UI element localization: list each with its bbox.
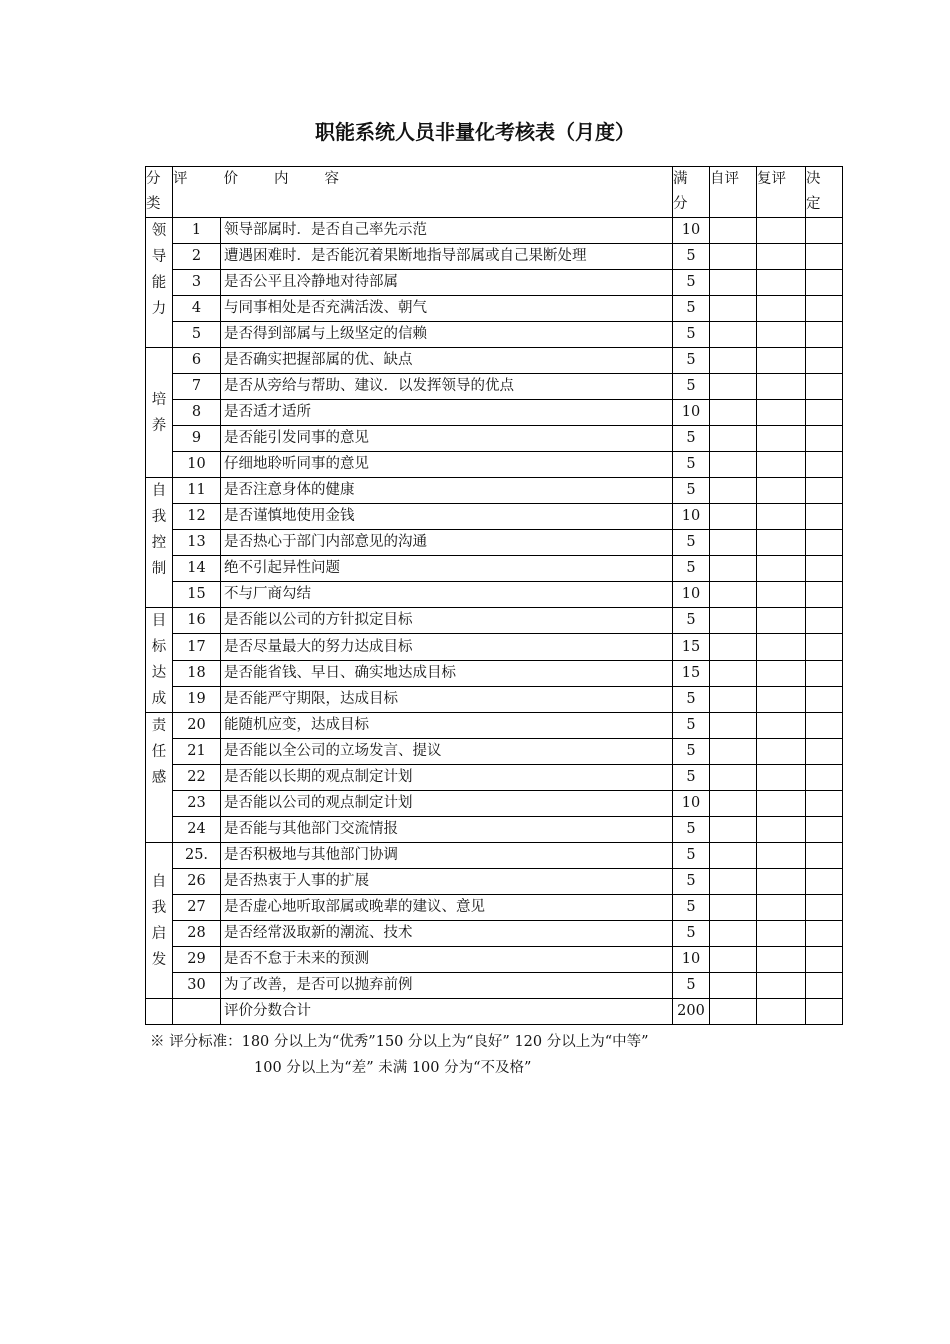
item-text: 是否能严守期限，达成目标 xyxy=(221,686,673,712)
decision-cell[interactable] xyxy=(806,713,843,739)
self-eval-cell[interactable] xyxy=(710,765,757,791)
review-cell[interactable] xyxy=(757,270,806,296)
review-cell[interactable] xyxy=(757,296,806,322)
item-number: 19 xyxy=(173,686,221,712)
item-number: 12 xyxy=(173,504,221,530)
item-number: 20 xyxy=(173,713,221,739)
item-number: 10 xyxy=(173,452,221,478)
full-score: 5 xyxy=(673,713,710,739)
table-row xyxy=(146,582,843,608)
category-cell: 自 我 启 发 xyxy=(146,843,173,999)
full-score: 5 xyxy=(673,556,710,582)
full-score: 5 xyxy=(673,244,710,270)
full-score: 5 xyxy=(673,817,710,843)
item-number: 27 xyxy=(173,895,221,921)
self-eval-cell[interactable] xyxy=(710,817,757,843)
review-total[interactable] xyxy=(757,999,806,1025)
category-cell: 责 任 感 xyxy=(146,713,173,843)
full-score: 5 xyxy=(673,322,710,348)
full-score: 5 xyxy=(673,374,710,400)
table-row xyxy=(146,452,843,478)
review-cell[interactable] xyxy=(757,400,806,426)
table-row xyxy=(146,400,843,426)
decision-cell[interactable] xyxy=(806,270,843,296)
review-cell[interactable] xyxy=(757,686,806,712)
item-number: 17 xyxy=(173,634,221,660)
table-row xyxy=(146,426,843,452)
self-eval-cell[interactable] xyxy=(710,296,757,322)
full-score: 5 xyxy=(673,426,710,452)
evaluation-table xyxy=(145,166,843,1025)
full-score: 5 xyxy=(673,895,710,921)
full-score: 10 xyxy=(673,582,710,608)
self-eval-cell[interactable] xyxy=(710,400,757,426)
decision-cell[interactable] xyxy=(806,244,843,270)
self-eval-cell[interactable] xyxy=(710,843,757,869)
total-row xyxy=(146,999,843,1025)
review-cell[interactable] xyxy=(757,739,806,765)
item-text: 是否能以公司的观点制定计划 xyxy=(221,791,673,817)
review-cell[interactable] xyxy=(757,660,806,686)
self-eval-cell[interactable] xyxy=(710,530,757,556)
full-score: 5 xyxy=(673,608,710,634)
header-self-eval: 自评 xyxy=(710,167,757,218)
item-text: 能随机应变，达成目标 xyxy=(221,713,673,739)
self-eval-cell[interactable] xyxy=(710,739,757,765)
table-row xyxy=(146,322,843,348)
table-row xyxy=(146,634,843,660)
item-text: 是否积极地与其他部门协调 xyxy=(221,843,673,869)
item-text: 是否能省钱、早日、确实地达成目标 xyxy=(221,660,673,686)
item-text: 仔细地聆听同事的意见 xyxy=(221,452,673,478)
decision-cell[interactable] xyxy=(806,921,843,947)
review-cell[interactable] xyxy=(757,947,806,973)
decision-cell[interactable] xyxy=(806,296,843,322)
table-row xyxy=(146,270,843,296)
item-number: 22 xyxy=(173,765,221,791)
item-text: 为了改善，是否可以抛弃前例 xyxy=(221,973,673,999)
item-number: 23 xyxy=(173,791,221,817)
category-cell: 自 我 控 制 xyxy=(146,478,173,608)
review-cell[interactable] xyxy=(757,869,806,895)
item-number: 6 xyxy=(173,348,221,374)
item-text: 是否热衷于人事的扩展 xyxy=(221,869,673,895)
table-row xyxy=(146,765,843,791)
review-cell[interactable] xyxy=(757,713,806,739)
self-eval-cell[interactable] xyxy=(710,452,757,478)
full-score: 5 xyxy=(673,765,710,791)
note-line-1: ※ 评分标准：180 分以上为“优秀”150 分以上为“良好” 120 分以上为“中等” xyxy=(150,1034,649,1050)
category-cell: 目 标 达 成 xyxy=(146,608,173,713)
header-content: 评 价 内 容 xyxy=(173,167,673,218)
self-eval-cell[interactable] xyxy=(710,270,757,296)
table-row xyxy=(146,478,843,504)
item-text: 是否能引发同事的意见 xyxy=(221,426,673,452)
item-number: 25. xyxy=(173,843,221,869)
item-text: 是否能以全公司的立场发言、提议 xyxy=(221,739,673,765)
review-cell[interactable] xyxy=(757,426,806,452)
full-score: 10 xyxy=(673,504,710,530)
decision-cell[interactable] xyxy=(806,556,843,582)
table-row xyxy=(146,791,843,817)
decision-cell[interactable] xyxy=(806,765,843,791)
self-eval-cell[interactable] xyxy=(710,374,757,400)
review-cell[interactable] xyxy=(757,504,806,530)
table-row xyxy=(146,686,843,712)
decision-cell[interactable] xyxy=(806,739,843,765)
item-text: 是否注意身体的健康 xyxy=(221,478,673,504)
self-eval-cell[interactable] xyxy=(710,686,757,712)
item-number: 5 xyxy=(173,322,221,348)
table-row xyxy=(146,556,843,582)
item-text: 是否能以长期的观点制定计划 xyxy=(221,765,673,791)
item-number: 21 xyxy=(173,739,221,765)
self-eval-cell[interactable] xyxy=(710,973,757,999)
table-row xyxy=(146,713,843,739)
table-row xyxy=(146,608,843,634)
table-row xyxy=(146,973,843,999)
table-row xyxy=(146,348,843,374)
table-row xyxy=(146,218,843,244)
category-cell: 培 养 xyxy=(146,348,173,478)
self-eval-cell[interactable] xyxy=(710,869,757,895)
decision-cell[interactable] xyxy=(806,530,843,556)
item-text: 是否热心于部门内部意见的沟通 xyxy=(221,530,673,556)
decision-cell[interactable] xyxy=(806,452,843,478)
review-cell[interactable] xyxy=(757,973,806,999)
full-score: 5 xyxy=(673,452,710,478)
self-eval-cell[interactable] xyxy=(710,322,757,348)
item-text: 领导部属时．是否自己率先示范 xyxy=(221,218,673,244)
full-score: 5 xyxy=(673,869,710,895)
review-cell[interactable] xyxy=(757,478,806,504)
item-text: 遭遇困难时．是否能沉着果断地指导部属或自己果断处理 xyxy=(221,244,673,270)
self-eval-cell[interactable] xyxy=(710,244,757,270)
decision-cell[interactable] xyxy=(806,869,843,895)
review-cell[interactable] xyxy=(757,322,806,348)
header-review: 复评 xyxy=(757,167,806,218)
table-row xyxy=(146,374,843,400)
review-cell[interactable] xyxy=(757,608,806,634)
table-row xyxy=(146,244,843,270)
decision-cell[interactable] xyxy=(806,791,843,817)
self-eval-cell[interactable] xyxy=(710,947,757,973)
item-text: 是否能与其他部门交流情报 xyxy=(221,817,673,843)
full-score: 5 xyxy=(673,530,710,556)
header-row xyxy=(146,167,843,218)
full-score: 10 xyxy=(673,400,710,426)
self-eval-cell[interactable] xyxy=(710,556,757,582)
self-eval-cell[interactable] xyxy=(710,634,757,660)
decision-cell[interactable] xyxy=(806,218,843,244)
review-cell[interactable] xyxy=(757,244,806,270)
item-number: 3 xyxy=(173,270,221,296)
self-eval-cell[interactable] xyxy=(710,582,757,608)
item-number: 15 xyxy=(173,582,221,608)
review-cell[interactable] xyxy=(757,348,806,374)
table-row xyxy=(146,530,843,556)
full-score: 5 xyxy=(673,921,710,947)
self-eval-cell[interactable] xyxy=(710,660,757,686)
self-eval-cell[interactable] xyxy=(710,895,757,921)
header-full-score: 满 分 xyxy=(673,167,710,218)
decision-cell[interactable] xyxy=(806,817,843,843)
review-cell[interactable] xyxy=(757,634,806,660)
full-score: 5 xyxy=(673,270,710,296)
full-score: 15 xyxy=(673,660,710,686)
decision-cell[interactable] xyxy=(806,947,843,973)
decision-cell[interactable] xyxy=(806,504,843,530)
total-label: 评价分数合计 xyxy=(221,999,673,1025)
full-score: 10 xyxy=(673,791,710,817)
item-number: 4 xyxy=(173,296,221,322)
review-cell[interactable] xyxy=(757,895,806,921)
header-decision: 决 定 xyxy=(806,167,843,218)
item-text: 是否公平且冷静地对待部属 xyxy=(221,270,673,296)
decision-cell[interactable] xyxy=(806,634,843,660)
item-number: 14 xyxy=(173,556,221,582)
decision-cell[interactable] xyxy=(806,973,843,999)
table-row xyxy=(146,843,843,869)
item-text: 不与厂商勾结 xyxy=(221,582,673,608)
decision-cell[interactable] xyxy=(806,374,843,400)
review-cell[interactable] xyxy=(757,582,806,608)
item-number: 8 xyxy=(173,400,221,426)
decision-cell[interactable] xyxy=(806,843,843,869)
header-category: 分 类 xyxy=(146,167,173,218)
full-score: 5 xyxy=(673,973,710,999)
full-score: 10 xyxy=(673,218,710,244)
table-row xyxy=(146,660,843,686)
review-cell[interactable] xyxy=(757,530,806,556)
item-text: 是否得到部属与上级坚定的信赖 xyxy=(221,322,673,348)
item-text: 是否适才适所 xyxy=(221,400,673,426)
decision-cell[interactable] xyxy=(806,608,843,634)
item-text: 绝不引起异性问题 xyxy=(221,556,673,582)
self-eval-cell[interactable] xyxy=(710,504,757,530)
item-number: 18 xyxy=(173,660,221,686)
review-cell[interactable] xyxy=(757,765,806,791)
category-cell: 领 导 能 力 xyxy=(146,218,173,348)
full-score: 5 xyxy=(673,739,710,765)
item-number: 28 xyxy=(173,921,221,947)
decision-cell[interactable] xyxy=(806,686,843,712)
total-number-cell xyxy=(173,999,221,1025)
decision-cell[interactable] xyxy=(806,348,843,374)
self-eval-cell[interactable] xyxy=(710,921,757,947)
self-eval-total[interactable] xyxy=(710,999,757,1025)
decision-cell[interactable] xyxy=(806,426,843,452)
item-number: 2 xyxy=(173,244,221,270)
item-number: 13 xyxy=(173,530,221,556)
table-row xyxy=(146,921,843,947)
item-number: 24 xyxy=(173,817,221,843)
total-full-score: 200 xyxy=(673,999,710,1025)
item-number: 11 xyxy=(173,478,221,504)
table-row xyxy=(146,296,843,322)
self-eval-cell[interactable] xyxy=(710,348,757,374)
review-cell[interactable] xyxy=(757,843,806,869)
decision-total[interactable] xyxy=(806,999,843,1025)
item-text: 是否从旁给与帮助、建议．以发挥领导的优点 xyxy=(221,374,673,400)
item-number: 9 xyxy=(173,426,221,452)
self-eval-cell[interactable] xyxy=(710,791,757,817)
item-text: 是否尽量最大的努力达成目标 xyxy=(221,634,673,660)
self-eval-cell[interactable] xyxy=(710,608,757,634)
table-row xyxy=(146,895,843,921)
decision-cell[interactable] xyxy=(806,660,843,686)
decision-cell[interactable] xyxy=(806,478,843,504)
decision-cell[interactable] xyxy=(806,582,843,608)
self-eval-cell[interactable] xyxy=(710,426,757,452)
total-category-cell xyxy=(146,999,173,1025)
note-line-2: 100 分以上为“差” 未满 100 分为“不及格” xyxy=(254,1060,532,1076)
full-score: 5 xyxy=(673,348,710,374)
item-text: 是否不怠于未来的预测 xyxy=(221,947,673,973)
item-text: 是否虚心地听取部属或晚辈的建议、意见 xyxy=(221,895,673,921)
review-cell[interactable] xyxy=(757,791,806,817)
table-row xyxy=(146,739,843,765)
table-row xyxy=(146,504,843,530)
review-cell[interactable] xyxy=(757,452,806,478)
review-cell[interactable] xyxy=(757,921,806,947)
full-score: 5 xyxy=(673,296,710,322)
item-number: 30 xyxy=(173,973,221,999)
item-number: 7 xyxy=(173,374,221,400)
item-text: 是否经常汲取新的潮流、技术 xyxy=(221,921,673,947)
item-text: 与同事相处是否充满活泼、朝气 xyxy=(221,296,673,322)
review-cell[interactable] xyxy=(757,374,806,400)
item-text: 是否谨慎地使用金钱 xyxy=(221,504,673,530)
self-eval-cell[interactable] xyxy=(710,478,757,504)
item-text: 是否确实把握部属的优、缺点 xyxy=(221,348,673,374)
review-cell[interactable] xyxy=(757,556,806,582)
page-title: 职能系统人员非量化考核表（月度） xyxy=(315,120,635,144)
decision-cell[interactable] xyxy=(806,895,843,921)
decision-cell[interactable] xyxy=(806,322,843,348)
review-cell[interactable] xyxy=(757,218,806,244)
item-number: 16 xyxy=(173,608,221,634)
full-score: 5 xyxy=(673,686,710,712)
full-score: 5 xyxy=(673,478,710,504)
full-score: 5 xyxy=(673,843,710,869)
item-text: 是否能以公司的方针拟定目标 xyxy=(221,608,673,634)
self-eval-cell[interactable] xyxy=(710,713,757,739)
full-score: 10 xyxy=(673,947,710,973)
table-row xyxy=(146,869,843,895)
item-number: 1 xyxy=(173,218,221,244)
table-row xyxy=(146,947,843,973)
review-cell[interactable] xyxy=(757,817,806,843)
item-number: 29 xyxy=(173,947,221,973)
decision-cell[interactable] xyxy=(806,400,843,426)
self-eval-cell[interactable] xyxy=(710,218,757,244)
item-number: 26 xyxy=(173,869,221,895)
table-row xyxy=(146,817,843,843)
full-score: 15 xyxy=(673,634,710,660)
